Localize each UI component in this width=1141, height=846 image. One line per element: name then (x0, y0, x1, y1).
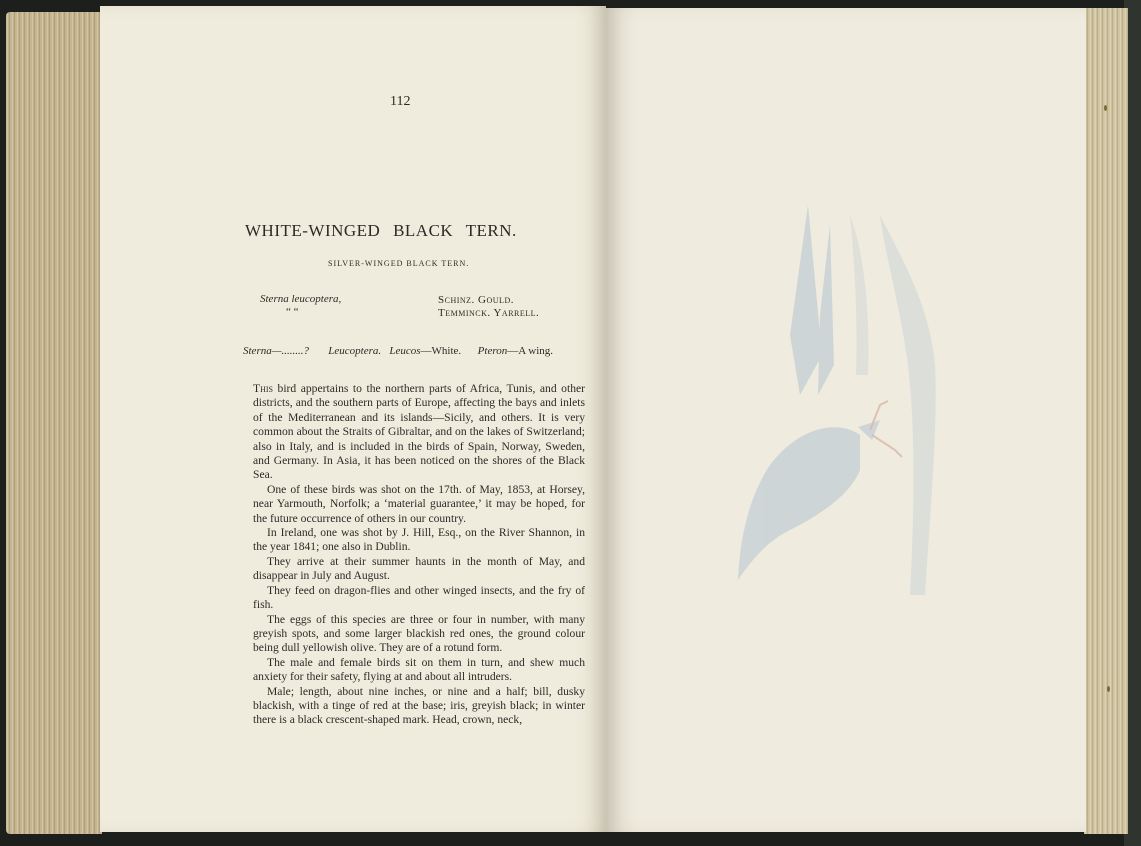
paragraph: One of these birds was shot on the 17th. of May, 1853, at Horsey, near Yarmouth, Norfolk; a ‘material guarantee,’ it may be hoped, for the future occurrence of others in our country. (253, 482, 585, 525)
paragraph: They arrive at their summer haunts in the month of May, and disappear in July and August. (253, 554, 585, 583)
etymology-species: Leucoptera. (328, 345, 382, 357)
page-subtitle: SILVER-WINGED BLACK TERN. (328, 259, 470, 268)
paragraph: The eggs of this species are three or four in number, with many greyish spots, and some larger blackish red ones, the ground colour being dull yellowish olive. They are of a rotund form. (253, 612, 585, 655)
synonym-authority: Schinz. Gould. (438, 294, 514, 306)
paragraph: In Ireland, one was shot by J. Hill, Esq., on the River Shannon, in the year 1841; one also in Dublin. (253, 526, 585, 554)
etymology-root: Leucos (389, 345, 421, 357)
synonym-latin: “ “ (286, 306, 299, 318)
paragraph (253, 382, 585, 483)
tern-bird-show-through-icon (730, 195, 960, 615)
synonym-authority: Temminck. Yarrell. (438, 307, 540, 319)
etymology-genus: Sterna—........? (243, 345, 309, 357)
paragraph-lead: This (253, 382, 273, 395)
page-edges-left (6, 12, 102, 834)
paragraph: The male and female birds sit on them in turn, and shew much anxiety for their safety, flying at and about all intruders. (253, 655, 585, 684)
etymology-meaning: —A wing. (507, 345, 554, 357)
page-mark (1107, 686, 1110, 692)
paragraph: Male; length, about nine inches, or nine and a half; bill, dusky blackish, with a tinge of red at the base; iris, greyish black; in winter there is a black crescent-shaped mark. Head, crown, neck, (253, 684, 585, 727)
paragraph: They feed on dragon-flies and other winged insects, and the fry of fish. (253, 583, 585, 612)
page-number: 112 (390, 94, 411, 109)
paragraph-text: bird appertains to the northern parts of Africa, Tunis, and other districts, and the southern parts of Europe, affecting the bays and inlets of the Mediterranean and its islands—Sicily, and others. It is very common about the Straits of Gibraltar, and on the lakes of Switzerland; also in Italy, and is included in the birds of Spain, Norway, Sweden, and Germany. In Asia, it has been noticed on the shores of the Black Sea. (253, 382, 585, 482)
page-edges-right (1084, 8, 1128, 834)
etymology-meaning: —White. (420, 345, 462, 357)
etymology-line (243, 345, 553, 357)
page-title: WHITE-WINGED BLACK TERN. (245, 221, 517, 240)
etymology-root: Pteron (477, 345, 508, 357)
body-text (253, 382, 585, 728)
synonym-latin: Sterna leucoptera, (260, 293, 342, 305)
page-mark (1104, 105, 1107, 111)
